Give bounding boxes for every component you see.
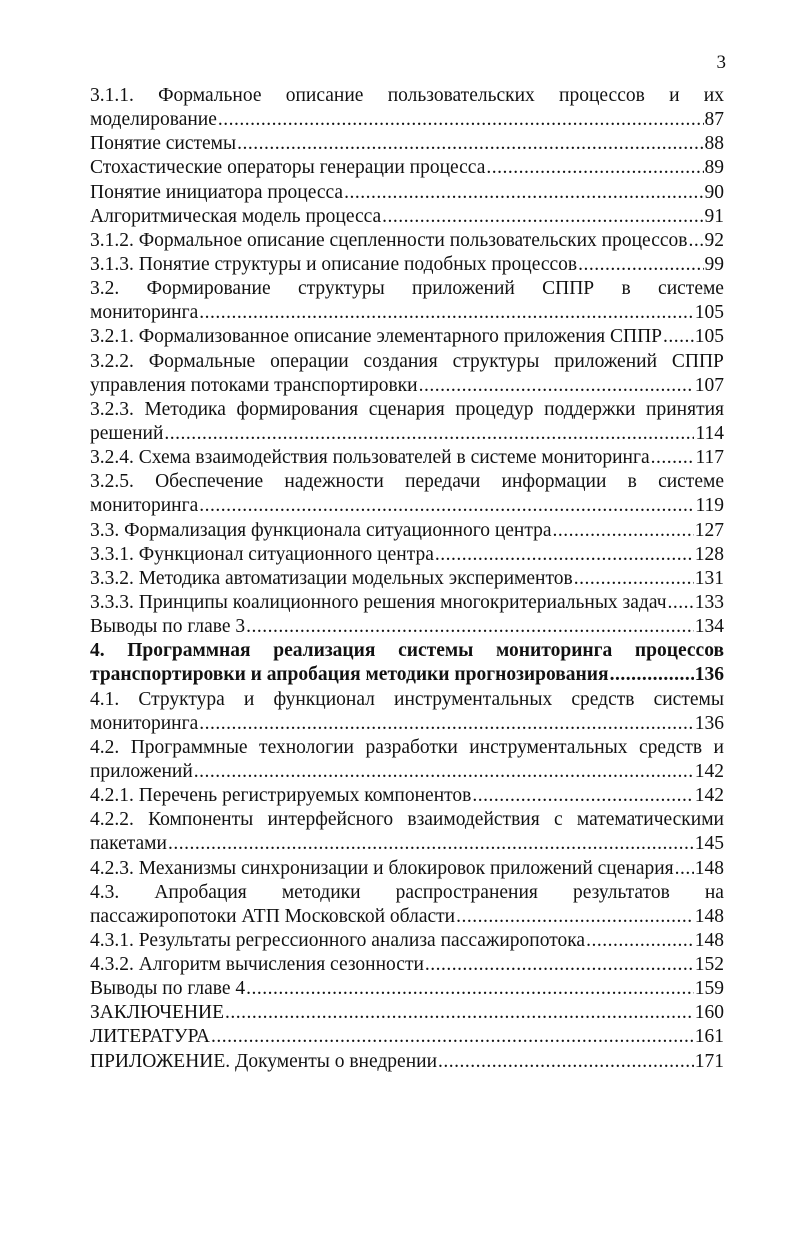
toc-entry-word: взаимодействия (407, 809, 540, 831)
toc-entry-page: 134 (694, 616, 724, 638)
toc-entry-title: ЛИТЕРАТУРА (90, 1026, 210, 1048)
toc-entry-page: 159 (694, 978, 724, 1000)
toc-entry-word: реализация (273, 640, 376, 662)
toc-dot-leader (435, 543, 694, 567)
toc-entry-title: ПРИЛОЖЕНИЕ. Документы о внедрении (90, 1050, 438, 1072)
toc-dot-leader (574, 567, 694, 591)
toc-entry[interactable] (90, 205, 724, 229)
toc-entry[interactable] (90, 953, 724, 977)
toc-entry-word: интерфейсного (267, 809, 394, 831)
toc-entry-heading-line (90, 688, 724, 712)
toc-entry[interactable] (90, 615, 724, 639)
toc-entry-title: 3.3.3. Принципы коалиционного решения многокритериальных задач (90, 591, 667, 613)
toc-dot-leader (225, 1001, 694, 1025)
toc-entry-title: Понятие инициатора процесса (90, 181, 344, 203)
toc-entry-word: 4.2.2. (90, 809, 134, 831)
toc-entry-word: средств (638, 736, 703, 758)
toc-entry-page: 145 (694, 833, 724, 855)
toc-entry-title: 3.2.1. Формализованное описание элементарного приложения СППР (90, 326, 663, 348)
toc-entry-word: надежности (284, 471, 384, 493)
toc-entry-page: 105 (694, 326, 724, 348)
toc-entry-word: Программная (127, 640, 251, 662)
toc-entry-title: управления потоками транспортировки (90, 374, 418, 396)
toc-entry-page: 148 (694, 857, 724, 879)
toc-entry-word: системы (398, 640, 474, 662)
toc-entry[interactable] (90, 519, 724, 543)
toc-dot-leader (246, 977, 694, 1001)
toc-dot-leader (472, 784, 693, 808)
toc-entry[interactable] (90, 760, 724, 784)
toc-entry-title: 3.3.2. Методика автоматизации модельных экспериментов (90, 567, 573, 589)
toc-entry-word: Апробация (154, 881, 247, 903)
toc-entry-word: инструментальных (469, 736, 628, 758)
toc-entry[interactable] (90, 832, 724, 856)
toc-entry-page: 131 (694, 567, 724, 589)
toc-dot-leader (486, 156, 703, 180)
toc-entry-word: методики (281, 881, 361, 903)
toc-entry[interactable] (90, 857, 724, 881)
toc-entry-title: пакетами (90, 833, 167, 855)
toc-entry-page: 128 (694, 543, 724, 565)
toc-entry-word: принятия (646, 398, 724, 420)
toc-entry[interactable] (90, 1050, 724, 1074)
toc-entry-word: передачи (405, 471, 481, 493)
toc-dot-leader (164, 422, 694, 446)
toc-entry-word: мониторинга (496, 640, 613, 662)
toc-entry-title: 3.3. Формализация функционала ситуационного центра (90, 519, 552, 541)
toc-entry[interactable] (90, 181, 724, 205)
toc-dot-leader (246, 615, 694, 639)
toc-entry[interactable] (90, 229, 724, 253)
toc-dot-leader (419, 374, 694, 398)
toc-dot-leader (425, 953, 694, 977)
toc-entry-page: 160 (694, 1002, 724, 1024)
toc-entry-word: описание (285, 85, 364, 106)
toc-entry-page: 87 (704, 109, 724, 131)
toc-entry-title: 4.2.3. Механизмы синхронизации и блокировок приложений сценария (90, 857, 674, 879)
toc-entry-page: 91 (704, 205, 724, 227)
toc-entry[interactable] (90, 543, 724, 567)
toc-entry[interactable] (90, 494, 724, 518)
toc-entry-heading-line (90, 398, 724, 422)
toc-entry[interactable] (90, 132, 724, 156)
toc-entry[interactable] (90, 929, 724, 953)
toc-entry-title: Выводы по главе 3 (90, 616, 246, 638)
toc-entry-page: 119 (695, 495, 724, 517)
toc-entry-word: Методика (144, 398, 226, 420)
toc-entry-title: 3.2.4. Схема взаимодействия пользователей в системе мониторинга (90, 447, 650, 469)
toc-entry-word: системы (653, 688, 724, 710)
toc-entry-page: 152 (694, 954, 724, 976)
toc-entry-page: 148 (694, 905, 724, 927)
toc-entry[interactable] (90, 108, 724, 132)
toc-entry-title: 4.2.1. Перечень регистрируемых компонентов (90, 785, 472, 807)
toc-entry-page: 136 (694, 712, 724, 734)
toc-entry-word: 3.2. (90, 278, 120, 300)
toc-entry-heading-line (90, 639, 724, 663)
toc-entry-title: 3.1.3. Понятие структуры и описание подобных процессов (90, 253, 578, 275)
toc-entry-word: 3.1.1. (90, 85, 134, 106)
toc-entry-title: Алгоритмическая модель процесса (90, 205, 382, 227)
toc-entry-word: разработки (365, 736, 458, 758)
toc-entry-word: создания (363, 350, 438, 372)
toc-entry-word: средств (571, 688, 635, 710)
toc-entry-word: пользовательских (387, 85, 535, 106)
toc-entry-heading-line (90, 881, 724, 905)
toc-entry[interactable] (90, 712, 724, 736)
toc-entry-word: их (703, 85, 724, 106)
page-number: 3 (716, 52, 726, 73)
toc-dot-leader (586, 929, 694, 953)
toc-entry-word: 4.2. (90, 736, 120, 758)
toc-dot-leader (199, 712, 694, 736)
toc-entry-word: математическими (576, 809, 724, 831)
toc-entry[interactable] (90, 156, 724, 180)
toc-dot-leader (237, 132, 703, 156)
toc-entry[interactable] (90, 663, 724, 687)
toc-entry-word: приложений (554, 350, 658, 372)
toc-dot-leader (651, 446, 695, 470)
toc-entry-page: 90 (704, 181, 724, 203)
toc-entry-heading-line (90, 808, 724, 832)
toc-entry[interactable] (90, 446, 724, 470)
toc-entry-page: 114 (695, 422, 724, 444)
toc-entry-title: моделирование (90, 109, 217, 131)
toc-entry-word: приложений (412, 278, 515, 300)
toc-entry-word: СППР (671, 350, 724, 372)
toc-entry-title: решений (90, 422, 164, 444)
toc-entry-page: 117 (695, 447, 724, 469)
toc-entry-word: поддержки (544, 398, 636, 420)
toc-entry-heading-line (90, 470, 724, 494)
toc-entry-word: СППР (542, 278, 595, 300)
toc-entry-title: мониторинга (90, 302, 199, 324)
toc-entry-title: мониторинга (90, 495, 199, 517)
toc-entry[interactable] (90, 422, 724, 446)
toc-entry-word: инструментальных (394, 688, 553, 710)
toc-entry-word: системе (658, 471, 724, 493)
toc-entry-word: в (621, 278, 631, 300)
toc-entry-word: Структура (138, 688, 225, 710)
toc-entry-title: мониторинга (90, 712, 199, 734)
toc-entry-word: Компоненты (148, 809, 254, 831)
toc-dot-leader (382, 205, 703, 229)
toc-entry-word: 3.2.2. (90, 350, 134, 372)
toc-entry-word: информации (501, 471, 607, 493)
toc-entry[interactable] (90, 301, 724, 325)
toc-entry-word: и (713, 736, 724, 758)
toc-dot-leader (578, 253, 703, 277)
toc-entry-word: 4.3. (90, 881, 120, 903)
toc-dot-leader (211, 1025, 694, 1049)
toc-dot-leader (668, 591, 694, 615)
toc-entry-page: 105 (694, 302, 724, 324)
toc-dot-leader (456, 905, 694, 929)
toc-entry-title: 3.3.1. Функционал ситуационного центра (90, 543, 434, 565)
toc-entry-word: 4.1. (90, 688, 120, 710)
toc-entry-word: структуры (297, 278, 385, 300)
toc-entry-word: 3.2.3. (90, 398, 134, 420)
toc-dot-leader (675, 857, 694, 881)
toc-entry-word: функционал (273, 688, 375, 710)
toc-entry-title: приложений (90, 760, 193, 782)
toc-entry-page: 89 (704, 157, 724, 179)
toc-entry-word: технологии (259, 736, 354, 758)
toc-dot-leader (553, 519, 694, 543)
toc-entry[interactable] (90, 1001, 724, 1025)
table-of-contents (90, 84, 724, 1074)
toc-entry-word: Формальные (148, 350, 256, 372)
toc-entry-page: 133 (694, 591, 724, 613)
toc-entry-word: процессов (634, 640, 724, 662)
toc-entry-word: процедур (455, 398, 534, 420)
toc-dot-leader (199, 301, 694, 325)
toc-entry-title: ЗАКЛЮЧЕНИЕ (90, 1002, 225, 1024)
toc-entry-word: сценария (368, 398, 445, 420)
toc-entry-word: формирования (236, 398, 359, 420)
toc-entry-word: 3.2.5. (90, 471, 134, 493)
toc-entry-heading-line (90, 350, 724, 374)
toc-dot-leader (218, 108, 704, 132)
toc-entry-heading-line (90, 736, 724, 760)
toc-entry-word: Формирование (146, 278, 271, 300)
toc-entry-word: Обеспечение (155, 471, 264, 493)
toc-dot-leader (344, 181, 703, 205)
toc-dot-leader (688, 229, 703, 253)
toc-dot-leader (610, 663, 694, 687)
toc-entry-page: 92 (704, 229, 724, 251)
toc-entry-title: пассажиропотоки АТП Московской области (90, 905, 456, 927)
toc-entry[interactable] (90, 905, 724, 929)
toc-entry-word: структуры (452, 350, 540, 372)
toc-entry[interactable] (90, 784, 724, 808)
toc-entry[interactable] (90, 325, 724, 349)
toc-entry-word: операции (270, 350, 349, 372)
toc-entry-page: 88 (704, 133, 724, 155)
toc-entry[interactable] (90, 591, 724, 615)
toc-entry-word: в (627, 471, 637, 493)
toc-entry-page: 148 (694, 929, 724, 951)
toc-entry-word: Формальное (158, 85, 262, 106)
toc-dot-leader (663, 325, 694, 349)
toc-entry-word: и (243, 688, 255, 710)
toc-entry-word: 4. (90, 640, 105, 662)
toc-entry-word: на (704, 881, 724, 903)
toc-entry-page: 142 (694, 785, 724, 807)
toc-entry-page: 127 (694, 519, 724, 541)
toc-entry-title: Понятие системы (90, 133, 237, 155)
toc-entry[interactable] (90, 253, 724, 277)
toc-entry-word: распространения (395, 881, 538, 903)
toc-entry-page: 142 (694, 760, 724, 782)
toc-entry-word: системе (658, 278, 724, 300)
toc-entry-page: 161 (694, 1026, 724, 1048)
toc-entry-title: 4.3.1. Результаты регрессионного анализа пассажиропотока (90, 929, 586, 951)
toc-entry-title: Выводы по главе 4 (90, 978, 246, 1000)
toc-entry-page: 99 (704, 253, 724, 275)
toc-entry-word: результатов (572, 881, 670, 903)
toc-entry-heading-line (90, 84, 724, 108)
toc-entry[interactable] (90, 374, 724, 398)
toc-dot-leader (438, 1050, 694, 1074)
toc-entry-title: Стохастические операторы генерации процесса (90, 157, 486, 179)
toc-dot-leader (194, 760, 694, 784)
toc-entry-title: транспортировки и апробация методики прогнозирования (90, 664, 609, 686)
toc-entry-word: с (553, 809, 563, 831)
toc-entry[interactable] (90, 567, 724, 591)
toc-entry-title: 4.3.2. Алгоритм вычисления сезонности (90, 954, 424, 976)
toc-entry[interactable] (90, 977, 724, 1001)
toc-entry-word: и (669, 85, 680, 106)
toc-dot-leader (168, 832, 694, 856)
toc-entry-word: Программные (130, 736, 248, 758)
toc-entry-word: процессов (559, 85, 645, 106)
toc-entry-page: 136 (694, 664, 724, 686)
toc-entry-title: 3.1.2. Формальное описание сцепленности пользовательских процессов (90, 229, 688, 251)
toc-entry[interactable] (90, 1025, 724, 1049)
toc-entry-heading-line (90, 277, 724, 301)
toc-entry-page: 107 (694, 374, 724, 396)
toc-dot-leader (199, 494, 694, 518)
toc-entry-page: 171 (694, 1050, 724, 1072)
